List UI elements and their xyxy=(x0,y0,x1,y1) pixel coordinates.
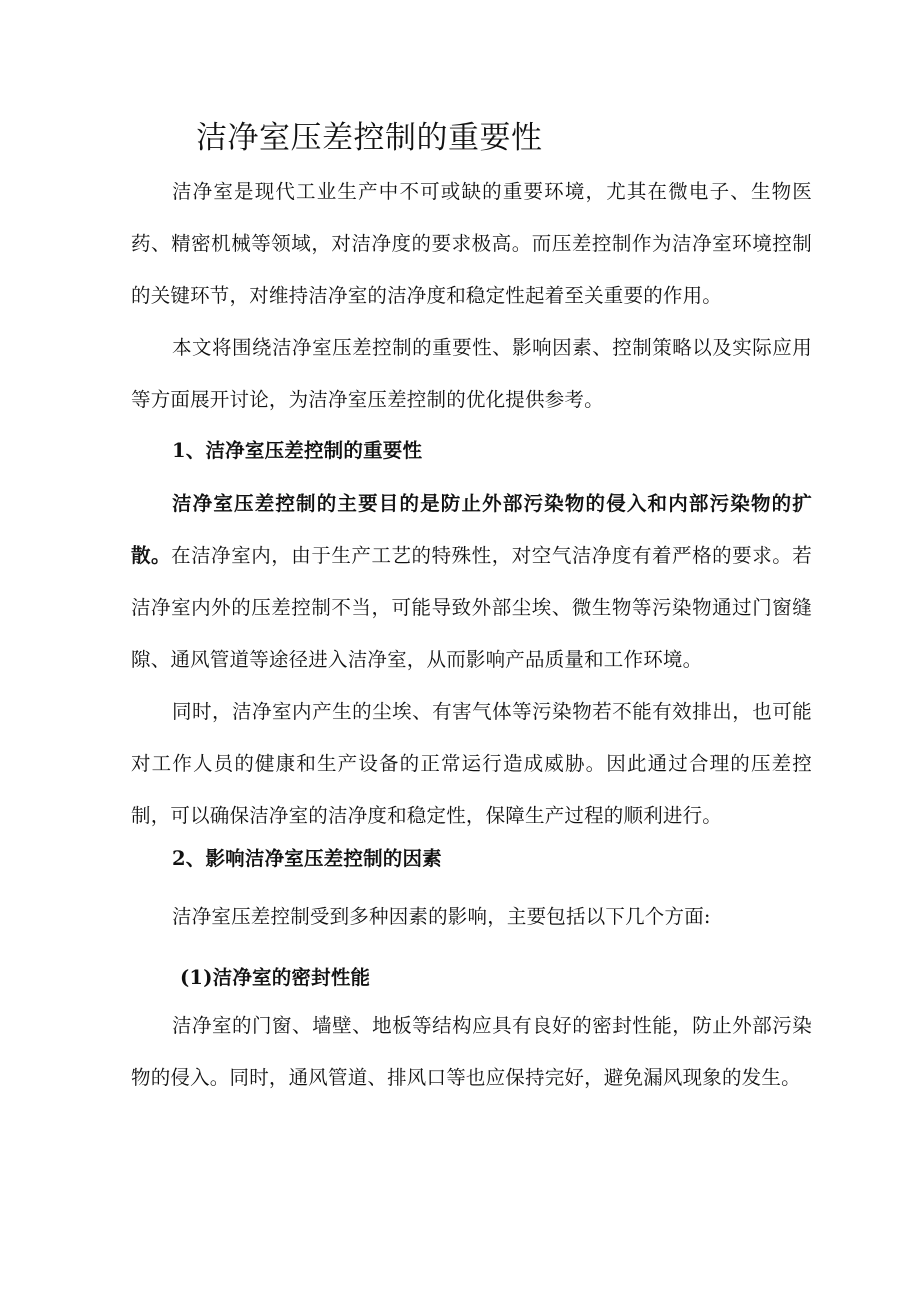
section-heading-importance: 1、洁净室压差控制的重要性 xyxy=(172,439,423,462)
section-heading-factors: 2、影响洁净室压差控制的因素 xyxy=(172,847,442,870)
paragraph-factors-intro: 洁净室压差控制受到多种因素的影响，主要包括以下几个方面: xyxy=(172,905,711,928)
subsection-heading-sealing: (1)洁净室的密封性能 xyxy=(180,966,371,989)
purpose-bold-text: 洁净室压差控制的主要目的是防止外部污染物的侵入和内部污染物的扩散。 xyxy=(131,492,812,567)
paragraph-intro: 洁净室是现代工业生产中不可或缺的重要环境，尤其在微电子、生物医药、精密机械等领域，对洁净度的要求极高。而压差控制作为洁净室环境控制的关键环节，对维持洁净室的洁净度和稳定性起着至关重要的作用。 xyxy=(131,180,812,307)
document-title: 洁净室压差控制的重要性 xyxy=(196,120,543,156)
purpose-body-text: 在洁净室内，由于生产工艺的特殊性，对空气洁净度有着严格的要求。若洁净室内外的压差控制不当，可能导致外部尘埃、微生物等污染物通过门窗缝隙、通风管道等途径进入洁净室，从而影响产品质量和工作环境。 xyxy=(131,544,812,671)
paragraph-sealing: 洁净室的门窗、墙壁、地板等结构应具有良好的密封性能，防止外部污染物的侵入。同时，通风管道、排风口等也应保持完好，避免漏风现象的发生。 xyxy=(131,1014,812,1089)
paragraph-scope: 本文将围绕洁净室压差控制的重要性、影响因素、控制策略以及实际应用等方面展开讨论，为洁净室压差控制的优化提供参考。 xyxy=(131,336,812,411)
paragraph-purpose xyxy=(131,478,812,686)
paragraph-internal-pollutants: 同时，洁净室内产生的尘埃、有害气体等污染物若不能有效排出，也可能对工作人员的健康和生产设备的正常运行造成威胁。因此通过合理的压差控制，可以确保洁净室的洁净度和稳定性，保障生产过程的顺利进行。 xyxy=(131,700,812,827)
